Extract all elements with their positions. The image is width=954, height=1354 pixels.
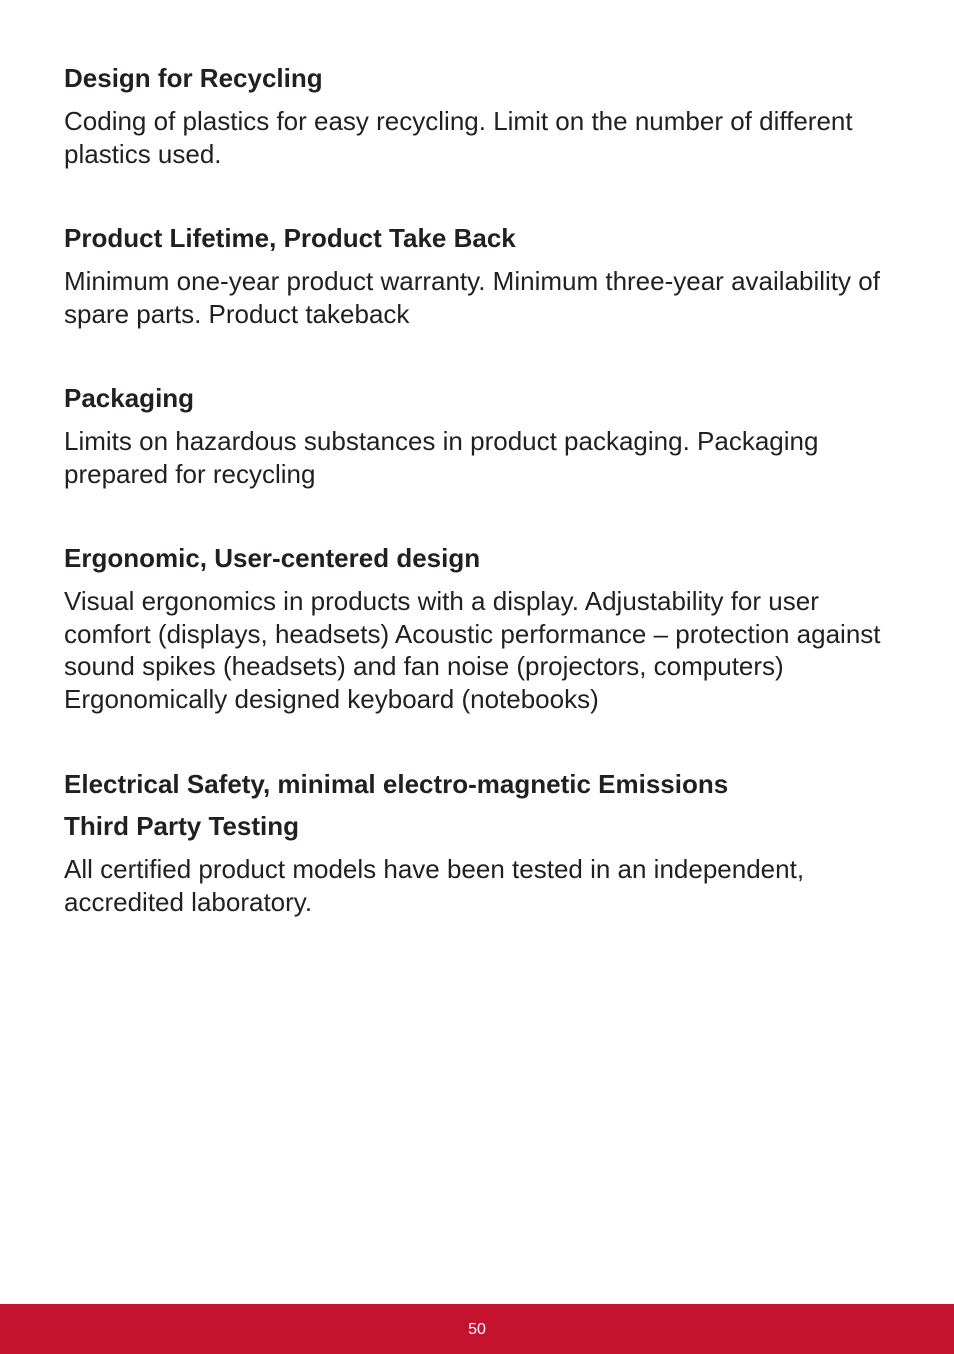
section-body-design-for-recycling: Coding of plastics for easy recycling. Limit on the number of different plastics used.	[64, 106, 853, 169]
section-body-ergonomic: Visual ergonomics in products with a display. Adjustability for user comfort (displays, headsets) Acoustic performance – protection against sound spikes (headsets) and fan noise (projectors, computers) Ergonomically designed keyboard (notebooks)	[64, 586, 881, 714]
section-heading-ergonomic: Ergonomic, User-centered design	[64, 543, 481, 573]
section-body-packaging: Limits on hazardous substances in product packaging. Packaging prepared for recycling	[64, 426, 819, 489]
section-heading-third-party-testing: Third Party Testing	[64, 811, 299, 841]
section-body-third-party-testing: All certified product models have been tested in an independent, accredited laboratory.	[64, 854, 805, 917]
section-heading-electrical-safety: Electrical Safety, minimal electro-magnetic Emissions	[64, 769, 729, 799]
section-heading-design-for-recycling: Design for Recycling	[64, 63, 323, 93]
section-body-product-lifetime: Minimum one-year product warranty. Minimum three-year availability of spare parts. Product takeback	[64, 266, 880, 329]
page-number: 50	[468, 1321, 486, 1338]
section-heading-product-lifetime: Product Lifetime, Product Take Back	[64, 223, 516, 253]
footer-bar	[0, 1304, 954, 1354]
section-heading-packaging: Packaging	[64, 383, 195, 413]
